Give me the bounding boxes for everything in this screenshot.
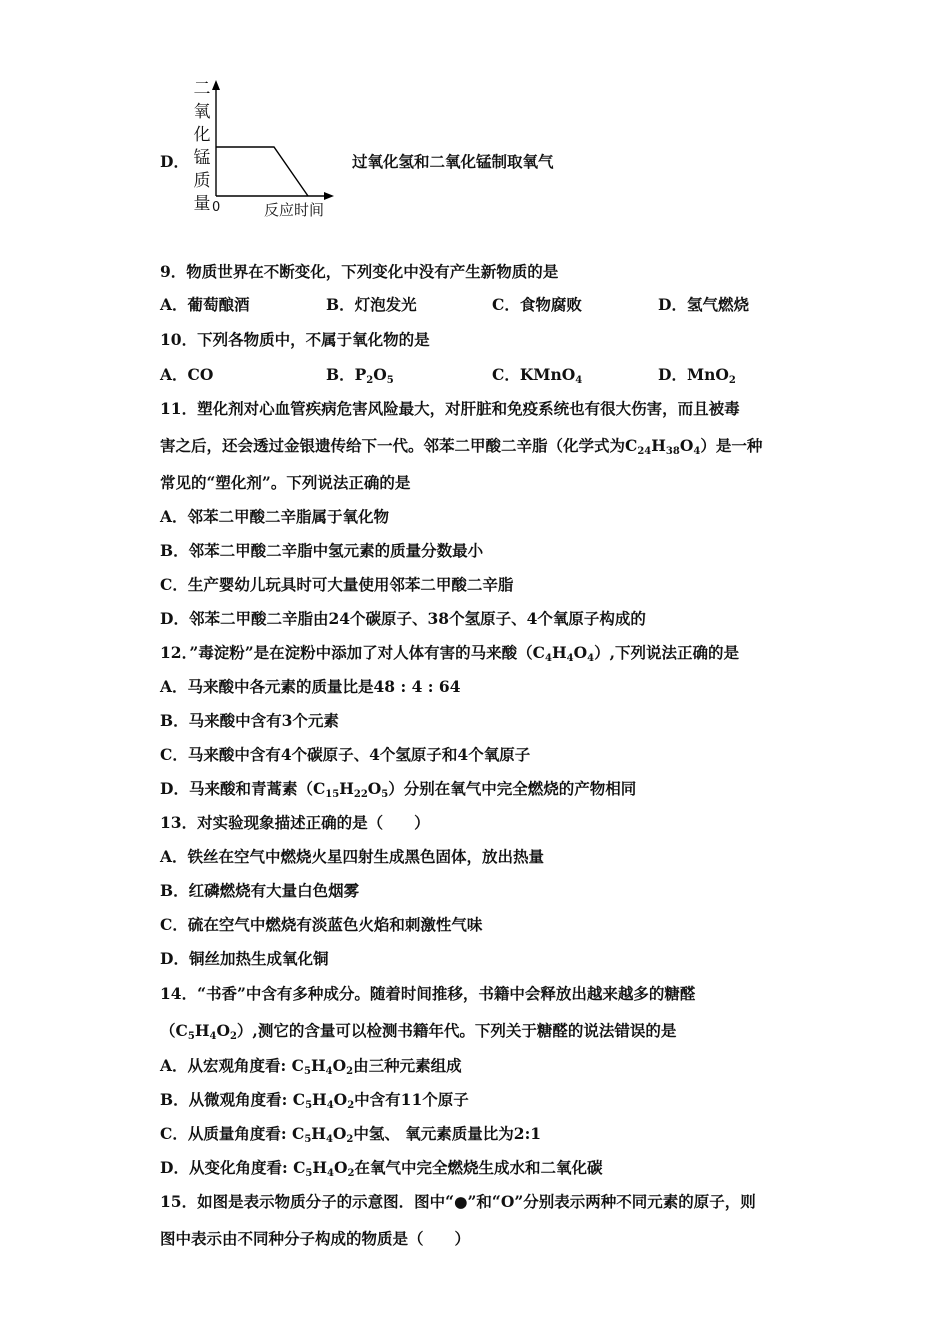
q11-option-a: A．邻苯二甲酸二辛脂属于氧化物 bbox=[160, 507, 390, 526]
q12-option-a: A．马来酸中各元素的质量比是48 : 4 : 64 bbox=[160, 677, 461, 696]
q9-option-a: A．葡萄酿酒 bbox=[160, 295, 250, 314]
q11-option-d: D．邻苯二甲酸二辛脂由24个碳原子、38个氢原子、4个氧原子构成的 bbox=[160, 609, 646, 628]
q11-stem-line3: 常见的“塑化剂”。下列说法正确的是 bbox=[160, 473, 411, 492]
option-letter-d: D． bbox=[160, 152, 189, 171]
q9-option-d: D．氢气燃烧 bbox=[658, 295, 749, 314]
option-d-caption: 过氧化氢和二氧化锰制取氧气 bbox=[352, 152, 554, 171]
q10-option-a: A．CO bbox=[160, 365, 214, 384]
q9-option-c: C．食物腐败 bbox=[492, 295, 582, 314]
graph-x-label: 反应时间 bbox=[264, 201, 325, 219]
q14-option-c: C．从质量角度看: $C_5H_4O_2$中氢、 氧元素质量比为2:1 bbox=[160, 1124, 542, 1145]
q15-stem-line2: 图中表示由不同种分子构成的物质是（ ） bbox=[160, 1229, 471, 1248]
q12-option-d: D．马来酸和青蒿素$(C_{15}H_{22}O_5)$分别在氧气中完全燃烧的产物相同 bbox=[160, 779, 637, 800]
q12-option-b: B．马来酸中含有3个元素 bbox=[160, 711, 339, 730]
q13-stem: 13．对实验现象描述正确的是（ ） bbox=[160, 813, 430, 832]
graph-y-arrow bbox=[212, 80, 220, 90]
q12-option-c: C．马来酸中含有4个碳原子、4个氢原子和4个氧原子 bbox=[160, 745, 531, 764]
q10-stem: 10．下列各物质中，不属于氧化物的是 bbox=[160, 330, 430, 349]
graph-curve bbox=[216, 147, 308, 196]
q14-stem-line2: $(C_5H_4O_2)$,测它的含量可以检测书籍年代。下列关于糖醛的说法错误的是 bbox=[160, 1021, 677, 1042]
q11-option-c: C．生产婴幼儿玩具时可大量使用邻苯二甲酸二辛脂 bbox=[160, 575, 514, 594]
q11-option-b: B．邻苯二甲酸二辛脂中氢元素的质量分数最小 bbox=[160, 541, 484, 560]
q9-stem: 9．物质世界在不断变化，下列变化中没有产生新物质的是 bbox=[160, 262, 559, 281]
q13-option-a: A．铁丝在空气中燃烧火星四射生成黑色固体，放出热量 bbox=[160, 847, 545, 866]
q14-option-b: B．从微观角度看: $C_5H_4O_2$中含有11个原子 bbox=[160, 1090, 469, 1111]
q10-option-d: D．MnO$_2$ bbox=[658, 365, 736, 386]
q10-option-b: B．$P_2O_5$ bbox=[326, 365, 394, 386]
q11-stem-line2: 害之后，还会透过金银遗传给下一代。邻苯二甲酸二辛脂（化学式为$C_{24}H_{38}O_4$）是一种 bbox=[160, 436, 763, 457]
q14-option-d: D．从变化角度看: $C_5H_4O_2$在氧气中完全燃烧生成水和二氧化碳 bbox=[160, 1158, 603, 1179]
graph-origin: 0 bbox=[212, 200, 221, 215]
q13-option-c: C．硫在空气中燃烧有淡蓝色火焰和刺激性气味 bbox=[160, 915, 483, 934]
q13-option-d: D．铜丝加热生成氧化铜 bbox=[160, 949, 329, 968]
q12-stem: 12．”毒淀粉”是在淀粉中添加了对人体有害的马来酸$(C_4H_4O_4)$,下列说法正确的是 bbox=[160, 643, 739, 664]
q10-option-c: C．KMnO$_4$ bbox=[492, 365, 583, 386]
q11-stem-line1: 11．塑化剂对心血管疾病危害风险最大，对肝脏和免疫系统也有很大伤害，而且被毒 bbox=[160, 399, 740, 418]
q14-option-a: A．从宏观角度看: $C_5H_4O_2$由三种元素组成 bbox=[160, 1056, 462, 1077]
graph-x-arrow bbox=[324, 192, 334, 200]
q14-stem-line1: 14．“书香”中含有多种成分。随着时间推移，书籍中会释放出越来越多的糖醛 bbox=[160, 984, 696, 1003]
graph-y-label: 二 氧 化 锰 质 量 bbox=[193, 79, 211, 214]
q15-stem-line1: 15．如图是表示物质分子的示意图．图中“●”和“O”分别表示两种不同元素的原子，则 bbox=[160, 1192, 756, 1211]
q9-option-b: B．灯泡发光 bbox=[326, 295, 417, 314]
q13-option-b: B．红磷燃烧有大量白色烟雾 bbox=[160, 881, 360, 900]
